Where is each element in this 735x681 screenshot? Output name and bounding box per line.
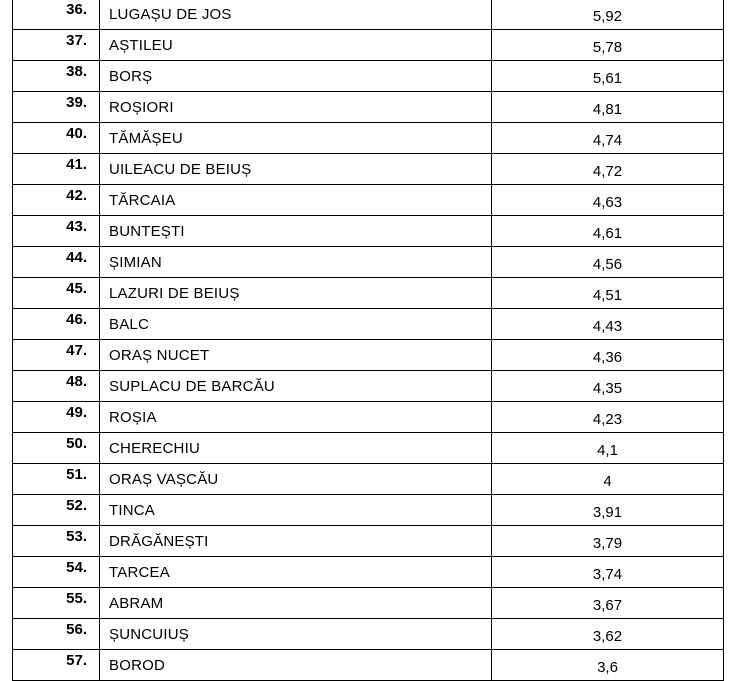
value-cell: 4,81 [492,92,724,123]
value-cell: 3,79 [492,526,724,557]
value-cell: 5,61 [492,61,724,92]
locality-name-cell: BORȘ [100,61,492,92]
table-row [13,526,724,557]
locality-name-cell: DRĂGĂNEȘTI [100,526,492,557]
rank-cell: 45. [13,278,100,309]
table-row [13,123,724,154]
ranking-table-body [13,0,724,681]
rank-cell: 38. [13,61,100,92]
rank-cell: 47. [13,340,100,371]
rank-cell: 48. [13,371,100,402]
locality-name-cell: TARCEA [100,557,492,588]
table-row [13,402,724,433]
locality-name-cell: CHERECHIU [100,433,492,464]
rank-cell: 49. [13,402,100,433]
rank-cell: 56. [13,619,100,650]
rank-cell: 55. [13,588,100,619]
ranking-table [12,0,724,681]
value-cell: 3,91 [492,495,724,526]
locality-name-cell: ROȘIORI [100,92,492,123]
locality-name-cell: ROȘIA [100,402,492,433]
value-cell: 4,56 [492,247,724,278]
value-cell: 3,6 [492,650,724,681]
table-row [13,61,724,92]
locality-name-cell: BOROD [100,650,492,681]
rank-cell: 40. [13,123,100,154]
locality-name-cell: SUPLACU DE BARCĂU [100,371,492,402]
table-row [13,433,724,464]
table-row [13,216,724,247]
locality-name-cell: ȘIMIAN [100,247,492,278]
rank-cell: 39. [13,92,100,123]
table-row [13,154,724,185]
locality-name-cell: ORAȘ VAȘCĂU [100,464,492,495]
table-row [13,92,724,123]
locality-name-cell: TĂMĂȘEU [100,123,492,154]
rank-cell: 44. [13,247,100,278]
table-row [13,30,724,61]
table-row [13,0,724,30]
table-row [13,309,724,340]
rank-cell: 52. [13,495,100,526]
value-cell: 4,61 [492,216,724,247]
table-row [13,247,724,278]
table-row [13,464,724,495]
rank-cell: 37. [13,30,100,61]
value-cell: 3,74 [492,557,724,588]
value-cell: 4 [492,464,724,495]
locality-name-cell: BUNTEȘTI [100,216,492,247]
rank-cell: 36. [13,0,100,30]
locality-name-cell: ORAȘ NUCET [100,340,492,371]
value-cell: 4,63 [492,185,724,216]
table-row [13,495,724,526]
locality-name-cell: LUGAȘU DE JOS [100,0,492,30]
locality-name-cell: BALC [100,309,492,340]
value-cell: 4,72 [492,154,724,185]
value-cell: 4,51 [492,278,724,309]
value-cell: 4,23 [492,402,724,433]
rank-cell: 53. [13,526,100,557]
table-row [13,619,724,650]
rank-cell: 54. [13,557,100,588]
table-row [13,185,724,216]
value-cell: 4,43 [492,309,724,340]
locality-name-cell: ȘUNCUIUȘ [100,619,492,650]
rank-cell: 41. [13,154,100,185]
table-row [13,650,724,681]
locality-name-cell: LAZURI DE BEIUȘ [100,278,492,309]
value-cell: 5,92 [492,0,724,30]
rank-cell: 57. [13,650,100,681]
rank-cell: 46. [13,309,100,340]
rank-cell: 43. [13,216,100,247]
locality-name-cell: TĂRCAIA [100,185,492,216]
table-row [13,371,724,402]
rank-cell: 51. [13,464,100,495]
locality-name-cell: UILEACU DE BEIUȘ [100,154,492,185]
locality-name-cell: AȘTILEU [100,30,492,61]
value-cell: 4,1 [492,433,724,464]
value-cell: 4,36 [492,340,724,371]
locality-name-cell: ABRAM [100,588,492,619]
value-cell: 3,62 [492,619,724,650]
table-row [13,588,724,619]
rank-cell: 42. [13,185,100,216]
table-row [13,278,724,309]
value-cell: 3,67 [492,588,724,619]
rank-cell: 50. [13,433,100,464]
value-cell: 4,74 [492,123,724,154]
table-row [13,557,724,588]
locality-name-cell: TINCA [100,495,492,526]
value-cell: 5,78 [492,30,724,61]
table-row [13,340,724,371]
value-cell: 4,35 [492,371,724,402]
